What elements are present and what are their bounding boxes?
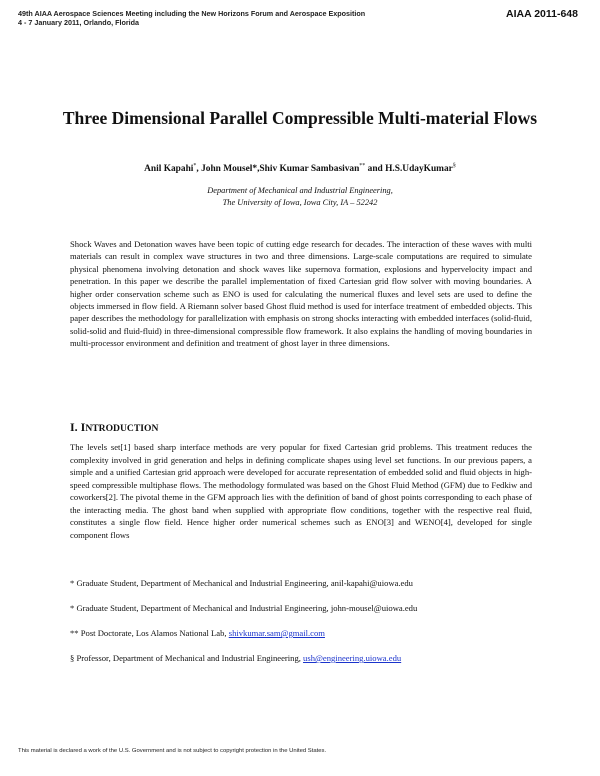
paper-id: AIAA 2011-648: [506, 8, 578, 20]
footnote-4-text: § Professor, Department of Mechanical and Industrial Engineering,: [70, 653, 304, 663]
paper-title: Three Dimensional Parallel Compressible Multi-material Flows: [62, 108, 538, 128]
affiliation-line-2: The University of Iowa, Iowa City, IA – 52242: [222, 198, 378, 207]
footnote-3-text: ** Post Doctorate, Los Alamos National Lab,: [70, 628, 229, 638]
author-4: and H.S.UdayKumar: [365, 164, 453, 175]
footnote-4: [70, 653, 540, 664]
footnote-1: * Graduate Student, Department of Mechanical and Industrial Engineering, anil-kapahi@uiowa.edu: [70, 578, 413, 588]
author-2-3: , John Mousel*,Shiv Kumar Sambasivan: [196, 164, 360, 175]
footnote-2: * Graduate Student, Department of Mechanical and Industrial Engineering, john-mousel@uiowa.edu: [70, 603, 418, 613]
abstract: Shock Waves and Detonation waves have been topic of cutting edge research for decades. The interaction of these waves with multi materials can result in complex wave structures in two and three dimensions. Large-scale computations are required to simulate physical phenomena involving detonation and shock waves like supernova formation, explosions and hypervelocity impact and penetration. In this paper we describe the parallel implementation of fixed Cartesian grid flow solver with moving boundaries. A higher order conservation scheme such as ENO is used for calculating the numerical fluxes and level sets are used to define the objects immersed in flow field. A Riemann solver based Ghost fluid method is used for interface treatment of embedded objects. This paper describes the methodology for parallelization with emphasis on strong shocks interacting with embedded interfaces (solid-fluid, solid-solid and fluid-fluid) in three-dimensional compressible flow framework. It also explains the handling of moving boundaries in multi-processor environment and definition and treatment of ghost layer in three dimensions.: [70, 239, 532, 349]
introduction-body: The levels set[1] based sharp interface methods are very popular for fixed Cartesian grid problems. This treatment reduces the complexity involved in grid generation and helps in defining complicate shapes using level set functions. In our previous papers, a simple and a unified Cartesian grid approach were developed for accurate representation of embedded solid and fluid objects in high-speed compressible multiphase flows. The methodology formulated was based on the Ghost Fluid Method (GFM) due to Fedkiw and coworkers[2]. The pivotal theme in the GFM approach lies with the definition of band of ghost points corresponding to each phase of the interacting media. The ghost band when supplied with appropriate flow conditions, together with the respective real fluid, constitutes a single flow field. Hence higher order numerical schemes such as ENO[3] and WENO[4], developed for single component flows: [70, 442, 532, 540]
section-head-cap: I: [80, 420, 86, 434]
author-line: [40, 163, 560, 174]
affiliation-line-1: Department of Mechanical and Industrial Engineering,: [207, 186, 393, 195]
author-3-mark: **: [359, 163, 366, 169]
conference-line-2: 4 - 7 January 2011, Orlando, Florida: [18, 18, 140, 27]
conference-line-1: 49th AIAA Aerospace Sciences Meeting including the New Horizons Forum and Aerospace Exposition: [18, 9, 366, 18]
conference-header: [18, 9, 438, 27]
section-number: I.: [70, 420, 78, 434]
author-4-mark: §: [452, 163, 456, 169]
author-1: Anil Kapahi: [144, 164, 194, 175]
author-1-mark: *: [193, 163, 197, 169]
affiliation: [60, 185, 540, 209]
section-head-rest: NTRODUCTION: [85, 423, 159, 434]
footnote-3-email-link[interactable]: shivkumar.sam@gmail.com: [228, 628, 325, 638]
copyright-footer: This material is declared a work of the U.S. Government and is not subject to copyright protection in the United States.: [18, 748, 327, 754]
section-heading: [70, 420, 158, 435]
footnote-3: [70, 628, 540, 639]
footnote-4-email-link[interactable]: ush@engineering.uiowa.edu: [303, 653, 402, 663]
